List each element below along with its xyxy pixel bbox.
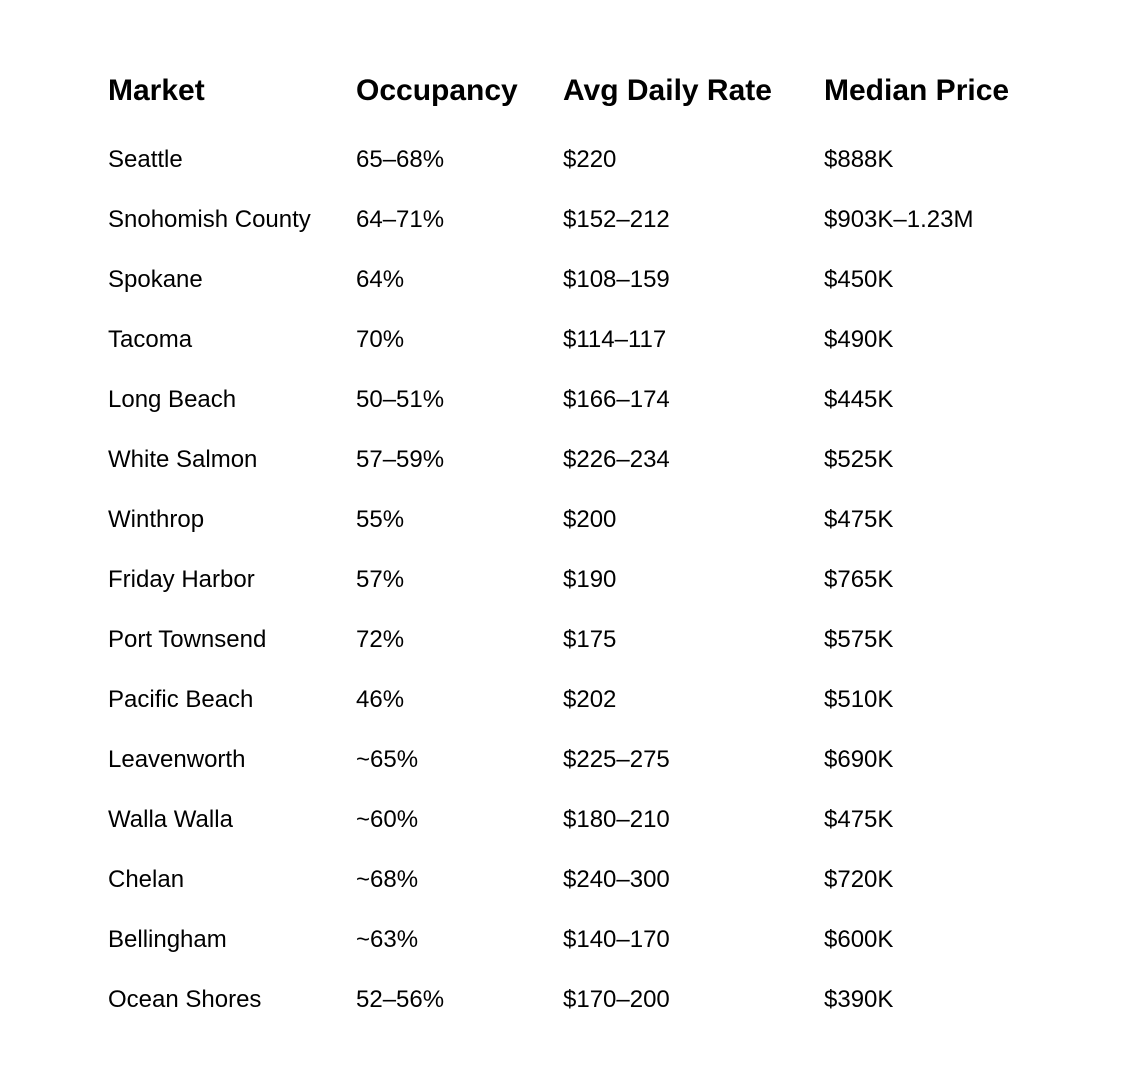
cell-avg-daily-rate: $170–200 [563, 986, 670, 1013]
cell-median-price: $903K–1.23M [824, 206, 974, 233]
cell-avg-daily-rate: $166–174 [563, 386, 670, 413]
cell-avg-daily-rate: $140–170 [563, 926, 670, 953]
cell-market: Long Beach [108, 386, 237, 413]
cell-avg-daily-rate: $152–212 [563, 206, 670, 233]
cell-occupancy: ~65% [356, 746, 419, 773]
table-row [108, 610, 1044, 670]
header-avg-daily-rate: Avg Daily Rate [563, 74, 772, 107]
table-row [108, 850, 1044, 910]
cell-occupancy: 72% [356, 626, 405, 653]
cell-avg-daily-rate: $225–275 [563, 746, 670, 773]
cell-median-price: $765K [824, 566, 894, 593]
cell-occupancy: 64–71% [356, 206, 445, 233]
cell-occupancy: 50–51% [356, 386, 445, 413]
table-row [108, 370, 1044, 430]
market-table-container [108, 68, 1044, 1030]
header-market: Market [108, 74, 205, 107]
cell-median-price: $445K [824, 386, 894, 413]
header-occupancy: Occupancy [356, 74, 518, 107]
cell-occupancy: 70% [356, 326, 405, 353]
cell-median-price: $475K [824, 806, 894, 833]
table-row [108, 310, 1044, 370]
cell-market: Friday Harbor [108, 566, 255, 593]
table-row [108, 190, 1044, 250]
table-row [108, 550, 1044, 610]
cell-avg-daily-rate: $202 [563, 686, 617, 713]
cell-market: Seattle [108, 146, 183, 173]
cell-avg-daily-rate: $175 [563, 626, 617, 653]
cell-occupancy: 64% [356, 266, 405, 293]
table-row [108, 970, 1044, 1030]
cell-avg-daily-rate: $200 [563, 506, 617, 533]
cell-avg-daily-rate: $180–210 [563, 806, 670, 833]
cell-market: Snohomish County [108, 206, 311, 233]
cell-avg-daily-rate: $226–234 [563, 446, 670, 473]
table-row [108, 250, 1044, 310]
cell-market: Leavenworth [108, 746, 246, 773]
header-median-price: Median Price [824, 74, 1010, 107]
cell-avg-daily-rate: $220 [563, 146, 617, 173]
cell-occupancy: 65–68% [356, 146, 445, 173]
cell-median-price: $475K [824, 506, 894, 533]
table-row [108, 430, 1044, 490]
cell-occupancy: ~63% [356, 926, 419, 953]
cell-median-price: $575K [824, 626, 894, 653]
cell-median-price: $720K [824, 866, 894, 893]
cell-market: Chelan [108, 866, 185, 893]
cell-market: Bellingham [108, 926, 227, 953]
cell-median-price: $525K [824, 446, 894, 473]
cell-median-price: $390K [824, 986, 894, 1013]
cell-market: Tacoma [108, 326, 193, 353]
table-row [108, 130, 1044, 190]
cell-market: White Salmon [108, 446, 258, 473]
cell-occupancy: 46% [356, 686, 405, 713]
cell-median-price: $450K [824, 266, 894, 293]
cell-occupancy: 55% [356, 506, 405, 533]
cell-median-price: $888K [824, 146, 894, 173]
cell-median-price: $510K [824, 686, 894, 713]
cell-market: Pacific Beach [108, 686, 254, 713]
table-row [108, 490, 1044, 550]
table-row [108, 790, 1044, 850]
cell-avg-daily-rate: $240–300 [563, 866, 670, 893]
cell-market: Port Townsend [108, 626, 267, 653]
cell-occupancy: 57% [356, 566, 405, 593]
market-table [108, 68, 1044, 1030]
table-body [108, 130, 1044, 1030]
cell-occupancy: 52–56% [356, 986, 445, 1013]
table-row [108, 670, 1044, 730]
cell-occupancy: ~60% [356, 806, 419, 833]
table-header-row [108, 68, 1044, 130]
cell-occupancy: 57–59% [356, 446, 445, 473]
cell-median-price: $490K [824, 326, 894, 353]
cell-market: Walla Walla [108, 806, 233, 833]
cell-avg-daily-rate: $190 [563, 566, 617, 593]
cell-occupancy: ~68% [356, 866, 419, 893]
table-row [108, 730, 1044, 790]
cell-median-price: $600K [824, 926, 894, 953]
cell-market: Ocean Shores [108, 986, 262, 1013]
cell-market: Spokane [108, 266, 203, 293]
table-row [108, 910, 1044, 970]
cell-avg-daily-rate: $108–159 [563, 266, 670, 293]
cell-median-price: $690K [824, 746, 894, 773]
cell-market: Winthrop [108, 506, 205, 533]
cell-avg-daily-rate: $114–117 [563, 326, 667, 353]
